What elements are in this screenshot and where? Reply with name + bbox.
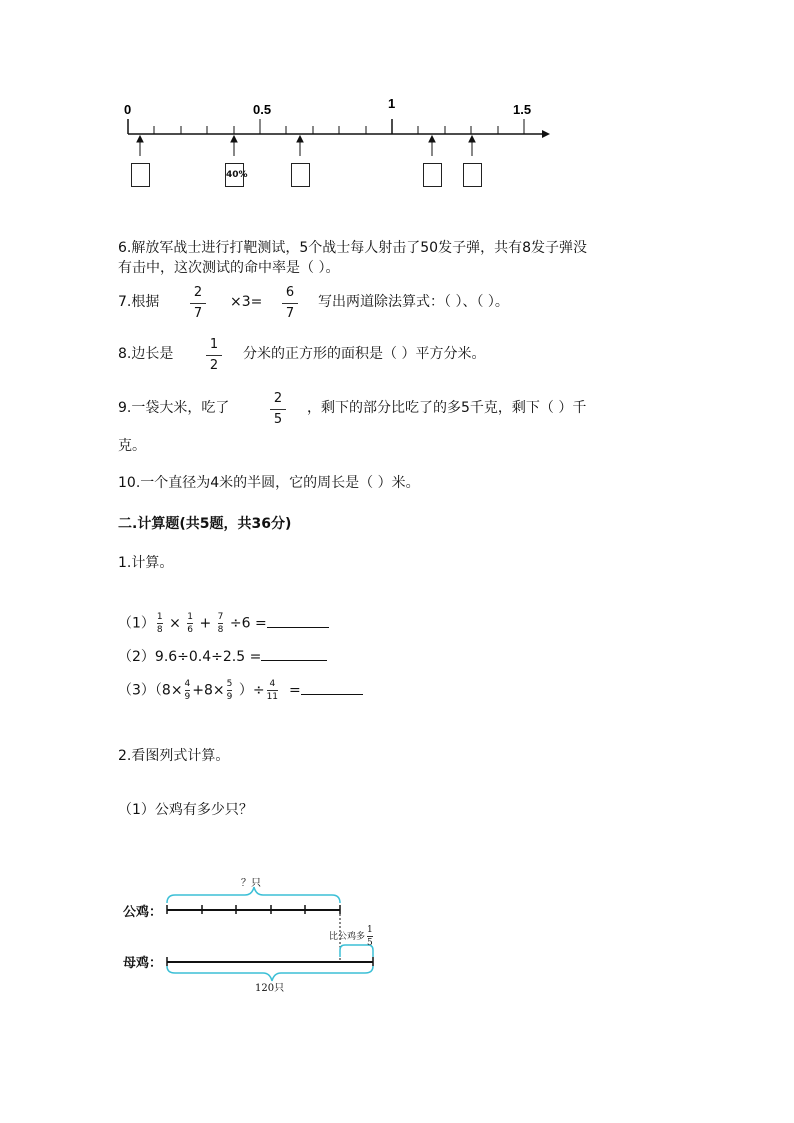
- calc-1-label: （1）: [118, 615, 155, 632]
- fraction-denominator: 8: [156, 625, 163, 635]
- fraction-numerator: 7: [217, 612, 224, 622]
- question-8-suffix: 分米的正方形的面积是（ ）平方分米。: [243, 346, 486, 362]
- calc-3-fraction-c: [267, 679, 278, 702]
- extra-label-text: 比公鸡多: [329, 932, 366, 942]
- calc-1-answer-blank[interactable]: [267, 613, 329, 628]
- calc-1-op-plus: +: [199, 615, 212, 632]
- question-7-fraction-2: [282, 285, 298, 322]
- calc-3-mid: +8×: [192, 682, 225, 699]
- tick-label-1-5: 1.5: [513, 102, 532, 117]
- calc-3-answer-blank[interactable]: [301, 680, 363, 695]
- hen-label: 母鸡：: [123, 956, 163, 971]
- calc-1-fraction-c: [218, 612, 224, 635]
- question-9-suffix: ，剩下的部分比吃了的多5千克，剩下（ ）千: [307, 400, 587, 416]
- question-8-prefix: 8.边长是: [118, 346, 174, 362]
- fraction-numerator: 4: [269, 679, 276, 689]
- number-line: [110, 90, 560, 200]
- question-7-multiply: ×3=: [230, 294, 263, 310]
- calc-3-close: ）÷: [238, 682, 265, 699]
- question-10: 10.一个直径为4米的半圆，它的周长是（ ）米。: [118, 475, 420, 491]
- calc-3-tail: =: [288, 682, 301, 699]
- calc-2-answer-blank[interactable]: [261, 646, 327, 661]
- fraction-denominator: 11: [266, 692, 279, 702]
- calc-1-fraction-a: [157, 612, 163, 635]
- answer-box-3[interactable]: [291, 163, 310, 187]
- extra-label: [329, 925, 375, 948]
- calc-2-expression: （2）9.6÷0.4÷2.5 =: [118, 649, 262, 665]
- answer-box-5[interactable]: [463, 163, 482, 187]
- pointer-arrows: [137, 136, 475, 156]
- calc-q1-title: 1.计算。: [118, 555, 174, 571]
- calc-2: [118, 646, 327, 667]
- fraction-numerator: 2: [193, 285, 203, 300]
- fraction-numerator: 1: [187, 612, 194, 622]
- calc-q2-sub: （1）公鸡有多少只？: [118, 802, 253, 818]
- question-9-fraction: [270, 391, 286, 428]
- question-6-line1: 6.解放军战士进行打靶测试，5个战士每人射击了50发子弹，共有8发子弹没: [118, 240, 587, 256]
- calc-3-fraction-b: [227, 679, 233, 702]
- section-2-title: 二.计算题(共5题，共36分): [118, 516, 292, 532]
- fraction-numerator: 1: [367, 925, 373, 935]
- fraction-denominator: 7: [285, 306, 295, 321]
- calc-3: [118, 679, 363, 702]
- rooster-brace: [167, 887, 340, 903]
- fraction-numerator: 6: [285, 285, 295, 300]
- rooster-label: 公鸡：: [123, 905, 163, 920]
- extra-label-fraction: [367, 925, 373, 948]
- fraction-numerator: 4: [184, 679, 191, 689]
- fraction-numerator: 1: [156, 612, 163, 622]
- calc-1-op-multiply: ×: [169, 615, 181, 632]
- answer-box-1[interactable]: [131, 163, 150, 187]
- minor-ticks: [154, 126, 498, 134]
- question-count-label: ？只: [241, 878, 261, 889]
- tick-label-0: 0: [124, 102, 132, 117]
- fraction-numerator: 2: [273, 391, 283, 406]
- calc-3-head: （3）（8×: [118, 682, 183, 699]
- fraction-numerator: 5: [226, 679, 233, 689]
- question-6-line2: 有击中，这次测试的命中率是（ ）。: [118, 260, 340, 276]
- calc-3-fraction-a: [185, 679, 191, 702]
- fraction-denominator: 5: [273, 412, 283, 427]
- fraction-denominator: 7: [193, 306, 203, 321]
- answer-box-4[interactable]: [423, 163, 442, 187]
- number-line-svg: [110, 90, 560, 200]
- fraction-denominator: 2: [209, 358, 219, 373]
- question-8-fraction: [206, 337, 222, 374]
- segment-diagram: [115, 865, 405, 995]
- answer-box-2: 40%: [225, 163, 244, 187]
- question-7-prefix: 7.根据: [118, 294, 160, 310]
- question-7-fraction-1: [190, 285, 206, 322]
- fraction-numerator: 1: [209, 337, 219, 352]
- fraction-denominator: 9: [184, 692, 191, 702]
- question-7-suffix: 写出两道除法算式：（ ）、（ ）。: [318, 294, 509, 310]
- fraction-denominator: 6: [187, 625, 194, 635]
- calc-1-tail: ÷6 =: [229, 615, 267, 632]
- number-line-arrow: [542, 130, 550, 138]
- calc-1: [118, 612, 329, 635]
- fraction-denominator: 8: [217, 625, 224, 635]
- question-9-prefix: 9.一袋大米，吃了: [118, 400, 230, 416]
- fraction-denominator: 9: [226, 692, 233, 702]
- total-label: 120只: [255, 983, 285, 994]
- fraction-denominator: 5: [367, 938, 373, 948]
- calc-1-fraction-b: [187, 612, 193, 635]
- question-9-line2: 克。: [118, 438, 146, 454]
- tick-label-0-5: 0.5: [253, 102, 272, 117]
- calc-q2-title: 2.看图列式计算。: [118, 748, 230, 764]
- tick-label-1: 1: [388, 96, 396, 111]
